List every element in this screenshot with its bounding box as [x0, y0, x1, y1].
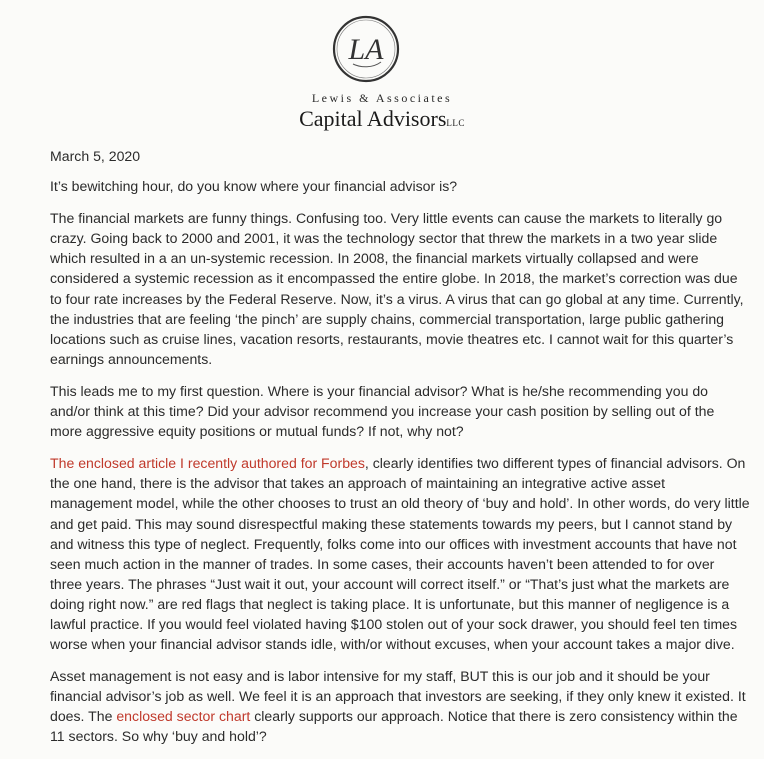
letter-body	[50, 146, 750, 759]
company-name-text: Capital Advisors	[299, 106, 447, 131]
paragraph-forbes-text: , clearly identifies two different types of financial advisors. On the one hand, there is the advisor that takes an approach of maintaining an integrative active asset management model, while the other chooses to trust an old theory of ‘buy and hold’. In other words, do very little and get paid. This may sound disrespectful making these statements towards my peers, but I cannot stand by and witness this type of neglect. Frequently, folks come into our offices with investment accounts that have not seen much action in the manner of trades. In some cases, their accounts haven’t been attended to for over three years. The phrases “Just wait it out, your account will correct itself.” or “That’s just what the markets are doing right now.” are red flags that neglect is taking place. It is unfortunate, but this manner of negligence is a lawful practice. If you would feel violated having $100 stolen out of your sock drawer, you should feel ten times worse when your financial advisor stands idle, with/or without excuses, when your account takes a major dive.	[50, 455, 750, 653]
forbes-article-reference: The enclosed article I recently authored for Forbes	[50, 455, 365, 472]
opening-line: It’s bewitching hour, do you know where your financial advisor is?	[50, 178, 458, 195]
monogram-seal-icon	[331, 14, 401, 84]
paragraph-asset-text-start: Asset management is not easy and is labor intensive for my staff, BUT this is our job and it should be your financial advisor’s job as well. We feel it is an approach that investors are seeking, if they only knew it existed. It does. The	[50, 668, 746, 725]
company-name	[0, 106, 764, 132]
sector-chart-reference: enclosed sector chart	[116, 708, 251, 725]
paragraph-asset-text-end: clearly supports our approach. Notice that there is zero consistency within the 11 sectors. So why ‘buy and hold’?	[50, 708, 738, 745]
logo-monogram: LA	[348, 33, 384, 66]
paragraph-forbes	[50, 453, 750, 654]
paragraph-markets: The financial markets are funny things. Confusing too. Very little events can cause the markets to literally go crazy. Going back to 2000 and 2001, it was the technology sector that threw the markets in a two year slide which resulted in a an un-systemic recession. In 2008, the financial markets virtually collapsed and were considered a systemic recession as it encompassed the entire globe. In 2018, the market’s correction was due to four rate increases by the Federal Reserve. Now, it’s a virus. A virus that can go global at any time. Currently, the industries that are feeling ‘the pinch’ are supply chains, commercial transportation, large public gathering locations such as cruise lines, vacation resorts, restaurants, movie theatres etc. I cannot wait for this quarter’s earnings announcements.	[50, 210, 744, 367]
letter-date: March 5, 2020	[50, 148, 141, 164]
company-tagline: Lewis & Associates	[311, 91, 453, 105]
paragraph-question: This leads me to my first question. Where is your financial advisor? What is he/she recommending you do and/or think at this time? Did your advisor recommend you increase your cash position by selling out of the more aggressive equity positions or mutual funds? If not, why not?	[50, 382, 715, 440]
company-logo	[331, 14, 401, 84]
paragraph-asset-management	[50, 666, 750, 746]
company-suffix: LLC	[446, 118, 465, 128]
